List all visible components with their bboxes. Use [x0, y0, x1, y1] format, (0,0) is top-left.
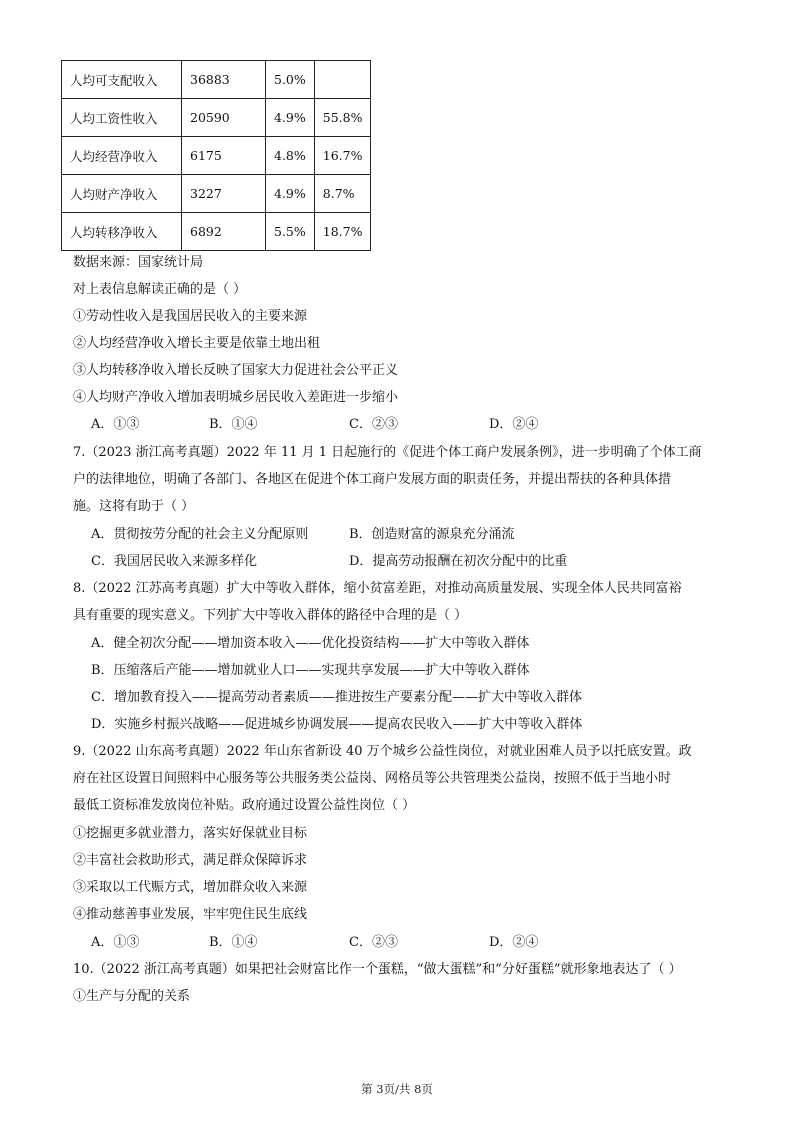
q9-stem-line: 府在社区设置日间照料中心服务等公共服务类公益岗、网格员等公共管理类公益岗，按照不低于当地小时 [73, 771, 672, 786]
table-cell: 6892 [182, 213, 266, 251]
q8-stem-line: 具有重要的现实意义。下列扩大中等收入群体的路径中合理的是（ ） [73, 608, 468, 623]
q7-option-d[interactable]: D．提高劳动报酬在初次分配中的比重 [349, 554, 568, 569]
table-cell: 5.0% [266, 61, 315, 99]
q6-item: ④人均财产净收入增加表明城乡居民收入差距进一步缩小 [73, 390, 399, 405]
q6-item: ③人均转移净收入增长反映了国家大力促进社会公平正义 [73, 363, 399, 378]
q7-option-b[interactable]: B．创造财富的源泉充分涌流 [349, 527, 515, 542]
data-source: 数据来源：国家统计局 [73, 255, 204, 270]
table-row [62, 99, 371, 137]
q10-item: ①生产与分配的关系 [73, 989, 191, 1004]
table-cell: 人均工资性收入 [62, 99, 182, 137]
table-cell: 人均可支配收入 [62, 61, 182, 99]
table-cell: 5.5% [266, 213, 315, 251]
table-cell: 18.7% [314, 213, 371, 251]
q6-stem: 对上表信息解读正确的是（ ） [73, 282, 247, 297]
q8-option-d[interactable]: D．实施乡村振兴战略——促进城乡协调发展——提高农民收入——扩大中等收入群体 [91, 717, 583, 732]
table-cell: 20590 [182, 99, 266, 137]
income-table [61, 60, 371, 251]
q6-option-c[interactable]: C．②③ [349, 417, 398, 432]
q7-option-c[interactable]: C．我国居民收入来源多样化 [91, 554, 257, 569]
table-row [62, 61, 371, 99]
q9-item: ④推动慈善事业发展，牢牢兜住民生底线 [73, 907, 308, 922]
table-row [62, 137, 371, 175]
table-cell: 8.7% [314, 175, 371, 213]
q6-item: ①劳动性收入是我国居民收入的主要来源 [73, 309, 308, 324]
table-cell: 3227 [182, 175, 266, 213]
q8-option-a[interactable]: A．健全初次分配——增加资本收入——优化投资结构——扩大中等收入群体 [91, 636, 530, 651]
page-footer: 第 3页/共 8页 [361, 1082, 433, 1096]
table-cell: 6175 [182, 137, 266, 175]
q9-item: ②丰富社会救助形式，满足群众保障诉求 [73, 853, 308, 868]
q9-option-c[interactable]: C．②③ [349, 935, 398, 950]
q10-stem-line: 10.（2022 浙江高考真题）如果把社会财富比作一个蛋糕，“做大蛋糕”和“分好蛋糕”就形象地表达了（ ） [73, 962, 682, 977]
table-cell: 16.7% [314, 137, 371, 175]
q9-stem-line: 最低工资标准发放岗位补贴。政府通过设置公益性岗位（ ） [73, 798, 416, 813]
q7-option-a[interactable]: A．贯彻按劳分配的社会主义分配原则 [91, 527, 309, 542]
q9-option-b[interactable]: B．①④ [209, 935, 258, 950]
table-cell: 55.8% [314, 99, 371, 137]
table-cell: 人均财产净收入 [62, 175, 182, 213]
q9-option-d[interactable]: D．②④ [489, 935, 539, 950]
q9-option-a[interactable]: A．①③ [91, 935, 140, 950]
table-row [62, 175, 371, 213]
q8-stem-line: 8.（2022 江苏高考真题）扩大中等收入群体，缩小贫富差距，对推动高质量发展、实现全体人民共同富裕 [73, 581, 682, 596]
table-cell [314, 61, 371, 99]
q8-option-b[interactable]: B．压缩落后产能——增加就业人口——实现共享发展——扩大中等收入群体 [91, 663, 530, 678]
q6-option-a[interactable]: A．①③ [91, 417, 140, 432]
q7-stem-line: 施。这将有助于（ ） [73, 499, 195, 514]
q9-stem-line: 9.（2022 山东高考真题）2022 年山东省新设 40 万个城乡公益性岗位，对就业困难人员予以托底安置。政 [73, 744, 692, 759]
q9-item: ①挖掘更多就业潜力，落实好保就业目标 [73, 826, 308, 841]
table-cell: 36883 [182, 61, 266, 99]
table-cell: 4.9% [266, 175, 315, 213]
table-row [62, 213, 371, 251]
q8-option-c[interactable]: C．增加教育投入——提高劳动者素质——推进按生产要素分配——扩大中等收入群体 [91, 690, 582, 705]
table-cell: 人均经营净收入 [62, 137, 182, 175]
q6-option-d[interactable]: D．②④ [489, 417, 539, 432]
table-cell: 人均转移净收入 [62, 213, 182, 251]
q7-stem-line: 户的法律地位，明确了各部门、各地区在促进个体工商户发展方面的职责任务，并提出帮扶的各种具体措 [73, 472, 672, 487]
q6-option-b[interactable]: B．①④ [209, 417, 258, 432]
q9-item: ③采取以工代赈方式，增加群众收入来源 [73, 880, 308, 895]
q7-stem-line: 7.（2023 浙江高考真题）2022 年 11 月 1 日起施行的《促进个体工商户发展条例》，进一步明确了个体工商 [73, 445, 702, 460]
q6-item: ②人均经营净收入增长主要是依靠土地出租 [73, 336, 321, 351]
table-cell: 4.9% [266, 99, 315, 137]
table-cell: 4.8% [266, 137, 315, 175]
